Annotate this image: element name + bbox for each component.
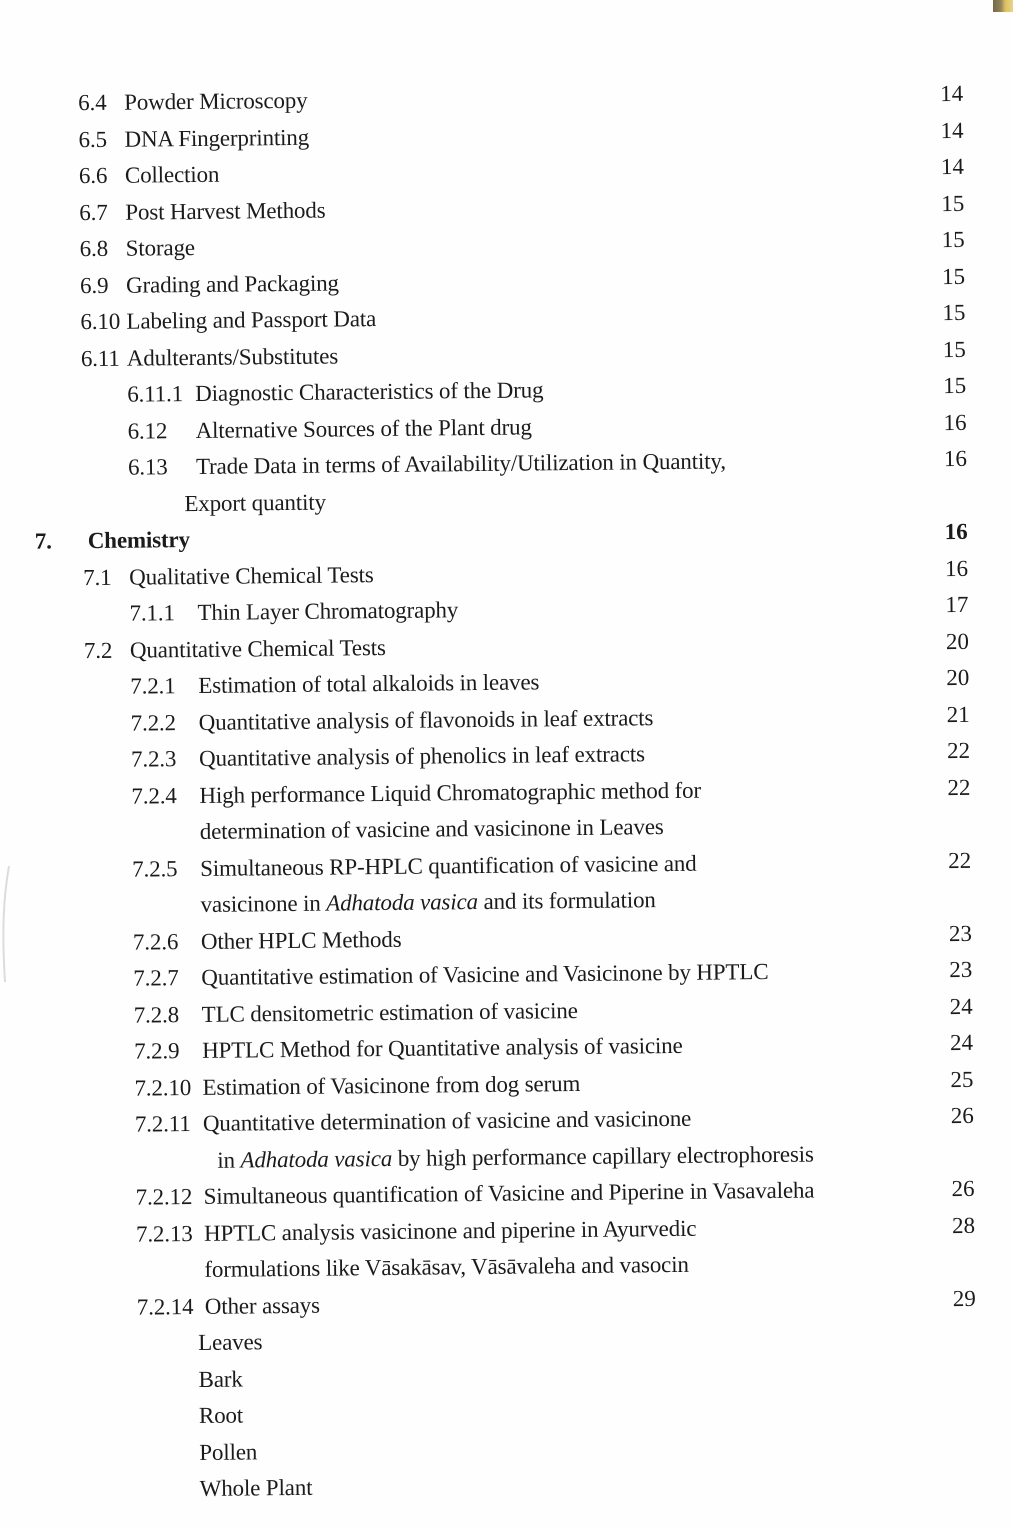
toc-entry-page: 15: [941, 190, 965, 216]
toc-entry-page: 15: [941, 226, 965, 253]
toc-entry: [12, 1207, 1013, 1291]
toc-entry-page: 15: [943, 372, 967, 399]
toc-entry-page: 15: [942, 299, 966, 326]
toc-entry-title: Labeling and Passport Data: [126, 306, 377, 334]
toc-entry-number: 7.: [34, 528, 52, 554]
toc-entry-title: Quantitative estimation of Vasicine and Vasicinone by HPTLC: [201, 959, 769, 990]
toc-entry: [7, 769, 1013, 853]
toc-entry-number: 6.13: [127, 454, 168, 480]
toc-entry-page: 17: [945, 591, 969, 618]
toc-entry-page: 28: [951, 1212, 976, 1238]
toc-entry-number: 7.2.12: [135, 1184, 193, 1210]
toc-entry-title: Quantitative analysis of phenolics in leaf extracts: [198, 741, 645, 771]
toc-entry-page: 23: [948, 920, 973, 946]
toc-entry-title: Whole Plant: [199, 1474, 313, 1501]
toc-entry-title: Estimation of total alkaloids in leaves: [198, 669, 540, 698]
toc-entry-number: 7.2.3: [130, 746, 177, 772]
toc-entry-title: Adulterants/Substitutes: [126, 342, 339, 371]
toc-entry-title: Collection: [124, 161, 220, 188]
toc-entry-page: 24: [949, 1029, 974, 1056]
toc-entry-number: 6.11: [80, 345, 120, 371]
toc-entry-page: 22: [948, 847, 972, 873]
toc-entry-title: Quantitative determination of vasicine and vasicinone in Adhatoda vasica by high performance capillary electrophoresis: [202, 1105, 814, 1173]
toc-entry-page: 23: [949, 956, 973, 983]
toc-entry-title: Chemistry: [87, 527, 191, 554]
toc-entry-title: HPTLC Method for Quantitative analysis of vasicine: [201, 1032, 683, 1063]
toc-entry-number: 6.11.1: [127, 381, 184, 407]
toc-entry-number: 7.2.1: [130, 673, 176, 699]
toc-entry-number: 6.8: [79, 235, 109, 262]
toc-entry-title: Other assays: [204, 1292, 321, 1319]
toc-entry-page: 14: [940, 80, 964, 107]
toc-entry-number: 6.12: [127, 417, 168, 444]
toc-entry-title: Thin Layer Chromatography: [197, 597, 459, 625]
toc-entry-title: Qualitative Chemical Tests: [129, 561, 374, 590]
toc-entry-number: 6.5: [78, 126, 108, 152]
toc-entry-title: TLC densitometric estimation of vasicine: [201, 997, 578, 1027]
toc-entry-title: Post Harvest Methods: [125, 197, 326, 225]
toc-entry-title: Quantitative analysis of flavonoids in leaf extracts: [198, 704, 654, 735]
toc-entry-page: 25: [950, 1066, 974, 1092]
toc-entry-page: 29: [952, 1285, 976, 1311]
toc-entry-page: 24: [949, 993, 973, 1019]
toc-entry-number: 7.2.14: [136, 1293, 194, 1320]
toc-entry-page: 20: [946, 664, 970, 691]
toc-entry: [8, 842, 1013, 926]
toc-entry-page: 16: [943, 445, 968, 472]
toc-entry-number: 7.1: [83, 564, 112, 590]
toc-entry-title: Diagnostic Characteristics of the Drug: [195, 377, 544, 406]
toc-entry-page: 22: [946, 737, 971, 764]
toc-entry-number: 7.2.10: [134, 1074, 192, 1101]
toc-entry-title: Storage: [125, 234, 196, 261]
toc-entry-title: Powder Microscopy: [124, 87, 308, 115]
toc-entry-title: Root: [198, 1402, 244, 1428]
toc-entry-page: 21: [946, 701, 970, 727]
toc-entry-title: Trade Data in terms of Availability/Utilization in Quantity, Export quantity: [184, 448, 727, 516]
toc-entry-title: Quantitative Chemical Tests: [129, 634, 386, 663]
toc-entry-number: 7.2.11: [134, 1111, 191, 1137]
toc-entry-number: 7.2: [83, 637, 113, 663]
toc-entry-title: Pollen: [199, 1438, 258, 1465]
toc-entry-page: 14: [940, 153, 965, 180]
toc-entry-page: 26: [950, 1102, 974, 1129]
toc-entry-number: 7.2.8: [133, 1001, 180, 1028]
toc-entry-number: 7.2.9: [133, 1038, 180, 1064]
toc-entry-page: 16: [944, 518, 968, 545]
toc-entry-number: 6.9: [79, 272, 109, 298]
toc-entry-number: 7.2.4: [131, 782, 177, 809]
toc-entry-number: 7.2.2: [130, 709, 177, 736]
toc-entry-number: 7.1.1: [129, 600, 175, 626]
toc-entry-page: 26: [951, 1175, 975, 1202]
toc-entry-number: 6.6: [78, 162, 108, 189]
toc-entry-title: Bark: [198, 1366, 243, 1392]
toc-entry-title: Grading and Packaging: [125, 269, 339, 298]
toc-entry-page: 15: [942, 336, 966, 362]
toc-entry-number: 7.2.5: [132, 855, 178, 882]
toc-entry-number: 7.2.7: [133, 965, 179, 991]
toc-entry-title: Estimation of Vasicinone from dog serum: [202, 1070, 581, 1100]
toc-entry-title: DNA Fingerprinting: [124, 124, 310, 152]
toc-entry-number: 6.10: [80, 308, 121, 335]
toc-entry-page: 14: [940, 117, 964, 143]
toc-entry-page: 16: [944, 555, 969, 581]
toc-entry: [11, 1097, 1013, 1181]
toc-entry-page: 22: [947, 774, 971, 800]
toc-entry-page: 20: [945, 628, 969, 654]
toc-entry-title: Other HPLC Methods: [200, 926, 402, 954]
toc-entry-title: Simultaneous quantification of Vasicine and Piperine in Vasavaleha: [203, 1177, 815, 1209]
toc-entry-title: HPTLC analysis vasicinone and piperine in Ayurvedic formulations like Vāsakāsav, Vāsāvaleha and vasocin: [203, 1215, 697, 1282]
toc-entry-page: 16: [943, 409, 967, 435]
toc-entry-title: High performance Liquid Chromatographic method for determination of vasicine and vasicinone in Leaves: [199, 777, 702, 844]
toc-entry-page: 15: [941, 263, 966, 289]
toc-entry-number: 6.4: [78, 89, 107, 116]
toc-entry-number: 7.2.6: [132, 928, 179, 955]
corner-artifact: [993, 0, 1013, 12]
toc-list: [0, 75, 1013, 1509]
toc-entry-title: Alternative Sources of the Plant drug: [195, 413, 532, 443]
toc-entry-number: 6.7: [79, 199, 108, 225]
toc-entry: [4, 440, 1013, 524]
toc-entry-number: 7.2.13: [135, 1220, 193, 1247]
toc-entry-title: Leaves: [198, 1329, 263, 1355]
toc-entry-title: Simultaneous RP-HPLC quantification of vasicine and vasicinone in Adhatoda vasica and its formulation: [200, 850, 697, 917]
